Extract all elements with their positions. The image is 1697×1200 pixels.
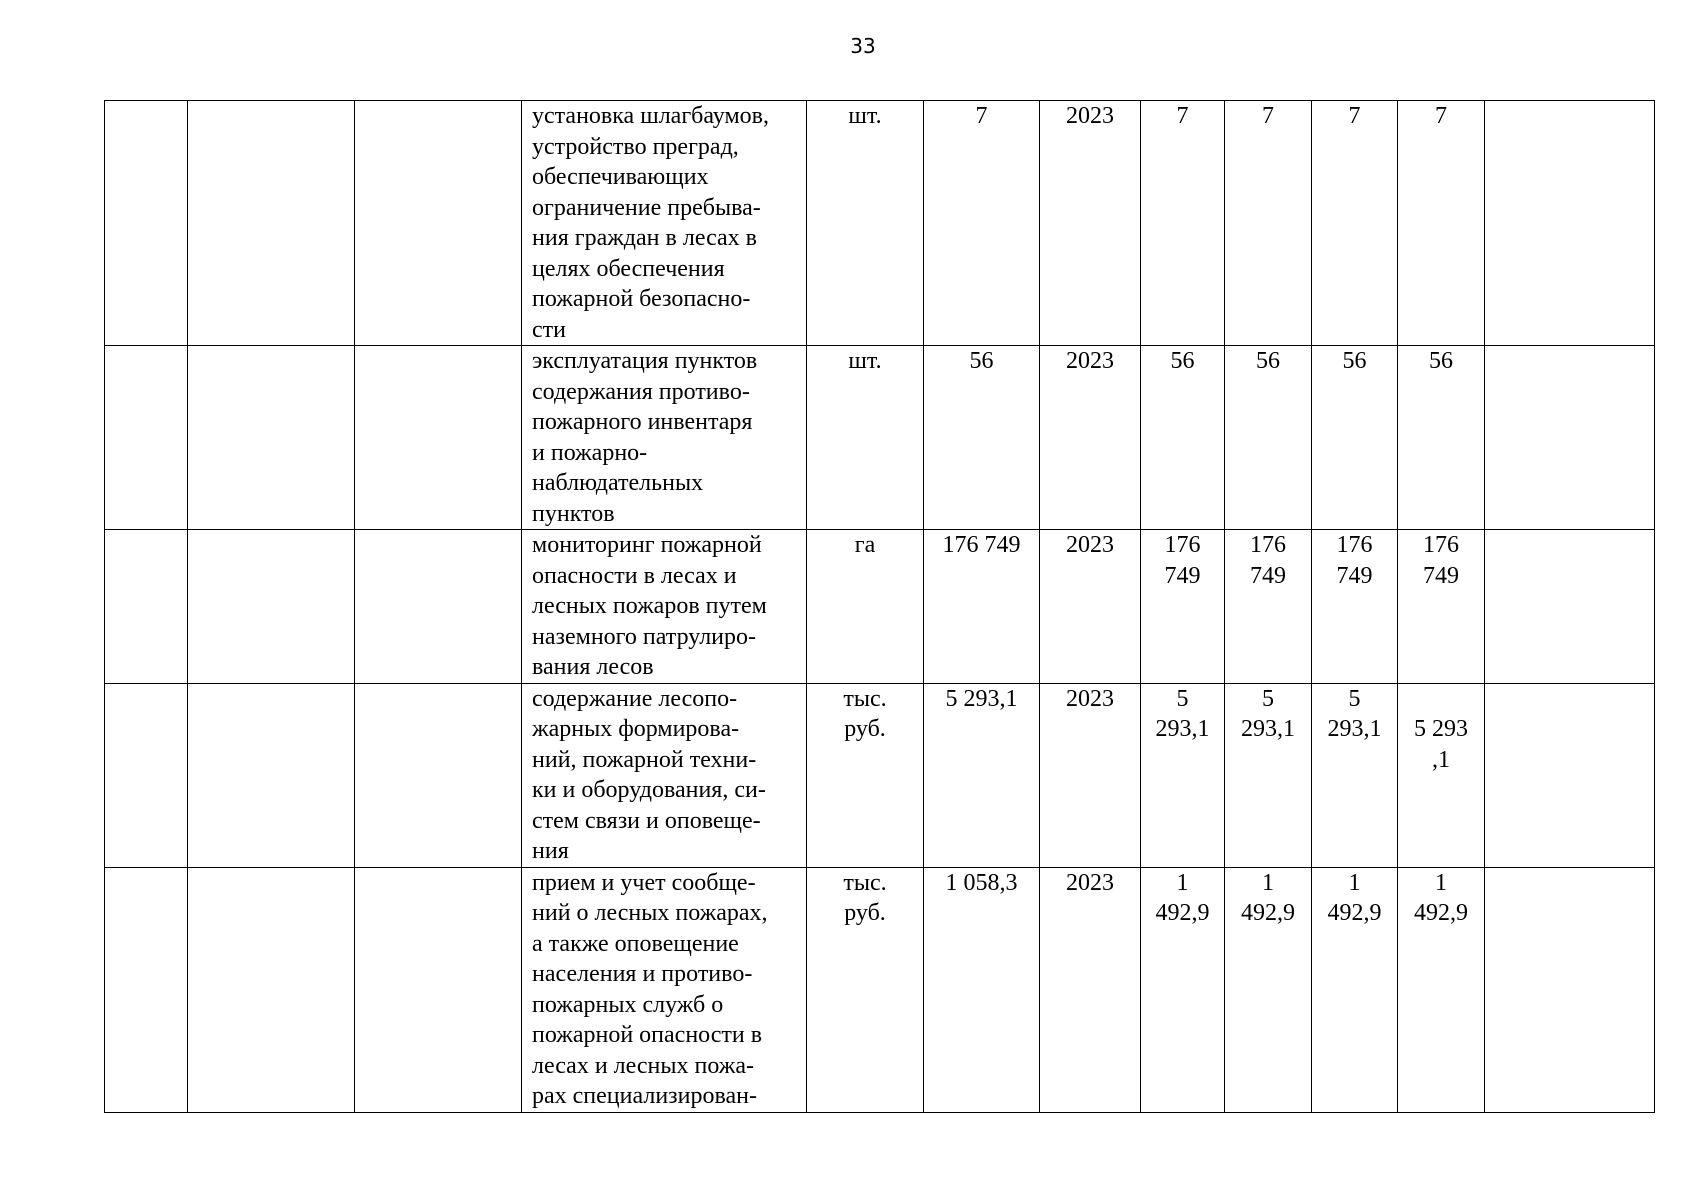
table-row bbox=[105, 346, 1655, 530]
base-year-cell: 2023 bbox=[1040, 530, 1141, 684]
table-row bbox=[105, 530, 1655, 684]
base-year-cell: 2023 bbox=[1040, 346, 1141, 530]
value-cell: 5 293,1 bbox=[1225, 683, 1312, 867]
empty-cell bbox=[355, 683, 522, 867]
measure-description: содержание лесопо- жарных формирова- ний, пожарной техни- ки и оборудования, си- стем связи и оповеще- ния bbox=[522, 683, 807, 867]
base-value-cell: 5 293,1 bbox=[924, 683, 1040, 867]
note-cell bbox=[1485, 101, 1655, 346]
value-cell: 1 492,9 bbox=[1398, 867, 1485, 1112]
page-number: 33 bbox=[850, 34, 876, 58]
empty-cell bbox=[355, 101, 522, 346]
empty-cell bbox=[105, 101, 188, 346]
empty-cell bbox=[355, 346, 522, 530]
value-cell: 7 bbox=[1225, 101, 1312, 346]
empty-cell bbox=[355, 867, 522, 1112]
base-year-cell: 2023 bbox=[1040, 101, 1141, 346]
base-value-cell: 176 749 bbox=[924, 530, 1040, 684]
value-cell: 56 bbox=[1398, 346, 1485, 530]
value-cell: 56 bbox=[1141, 346, 1225, 530]
table-row bbox=[105, 683, 1655, 867]
note-cell bbox=[1485, 346, 1655, 530]
empty-cell bbox=[105, 867, 188, 1112]
base-value-cell: 7 bbox=[924, 101, 1040, 346]
empty-cell bbox=[355, 530, 522, 684]
base-value-cell: 56 bbox=[924, 346, 1040, 530]
value-cell: 5 293 ,1 bbox=[1398, 683, 1485, 867]
value-cell: 7 bbox=[1312, 101, 1398, 346]
unit-cell: шт. bbox=[807, 101, 924, 346]
empty-cell bbox=[105, 683, 188, 867]
measure-description: прием и учет сообще- ний о лесных пожарах, а также оповещение населения и противо- пожарных служб о пожарной опасности в лесах и лесных пожа- рах специализирован- bbox=[522, 867, 807, 1112]
unit-cell: тыс. руб. bbox=[807, 867, 924, 1112]
table-row bbox=[105, 867, 1655, 1112]
base-year-cell: 2023 bbox=[1040, 867, 1141, 1112]
unit-cell: тыс. руб. bbox=[807, 683, 924, 867]
measure-description: эксплуатация пунктов содержания противо- пожарного инвентаря и пожарно- наблюдательных пунктов bbox=[522, 346, 807, 530]
empty-cell bbox=[105, 346, 188, 530]
empty-cell bbox=[188, 867, 355, 1112]
note-cell bbox=[1485, 530, 1655, 684]
note-cell bbox=[1485, 683, 1655, 867]
empty-cell bbox=[105, 530, 188, 684]
value-cell: 1 492,9 bbox=[1312, 867, 1398, 1112]
unit-cell: шт. bbox=[807, 346, 924, 530]
base-value-cell: 1 058,3 bbox=[924, 867, 1040, 1112]
value-cell: 7 bbox=[1141, 101, 1225, 346]
empty-cell bbox=[188, 346, 355, 530]
empty-cell bbox=[188, 683, 355, 867]
empty-cell bbox=[188, 530, 355, 684]
unit-cell: га bbox=[807, 530, 924, 684]
table-row bbox=[105, 101, 1655, 346]
measure-description: установка шлагбаумов, устройство преград, обеспечивающих ограничение пребыва- ния граждан в лесах в целях обеспечения пожарной безопасно- сти bbox=[522, 101, 807, 346]
empty-cell bbox=[188, 101, 355, 346]
value-cell: 56 bbox=[1225, 346, 1312, 530]
value-cell: 56 bbox=[1312, 346, 1398, 530]
value-cell: 176 749 bbox=[1225, 530, 1312, 684]
value-cell: 176 749 bbox=[1398, 530, 1485, 684]
value-cell: 176 749 bbox=[1312, 530, 1398, 684]
value-cell: 5 293,1 bbox=[1141, 683, 1225, 867]
value-cell: 176 749 bbox=[1141, 530, 1225, 684]
value-cell: 7 bbox=[1398, 101, 1485, 346]
base-year-cell: 2023 bbox=[1040, 683, 1141, 867]
value-cell: 1 492,9 bbox=[1141, 867, 1225, 1112]
measures-table bbox=[104, 100, 1655, 1113]
value-cell: 1 492,9 bbox=[1225, 867, 1312, 1112]
value-cell: 5 293,1 bbox=[1312, 683, 1398, 867]
note-cell bbox=[1485, 867, 1655, 1112]
measure-description: мониторинг пожарной опасности в лесах и лесных пожаров путем наземного патрулиро- вания лесов bbox=[522, 530, 807, 684]
